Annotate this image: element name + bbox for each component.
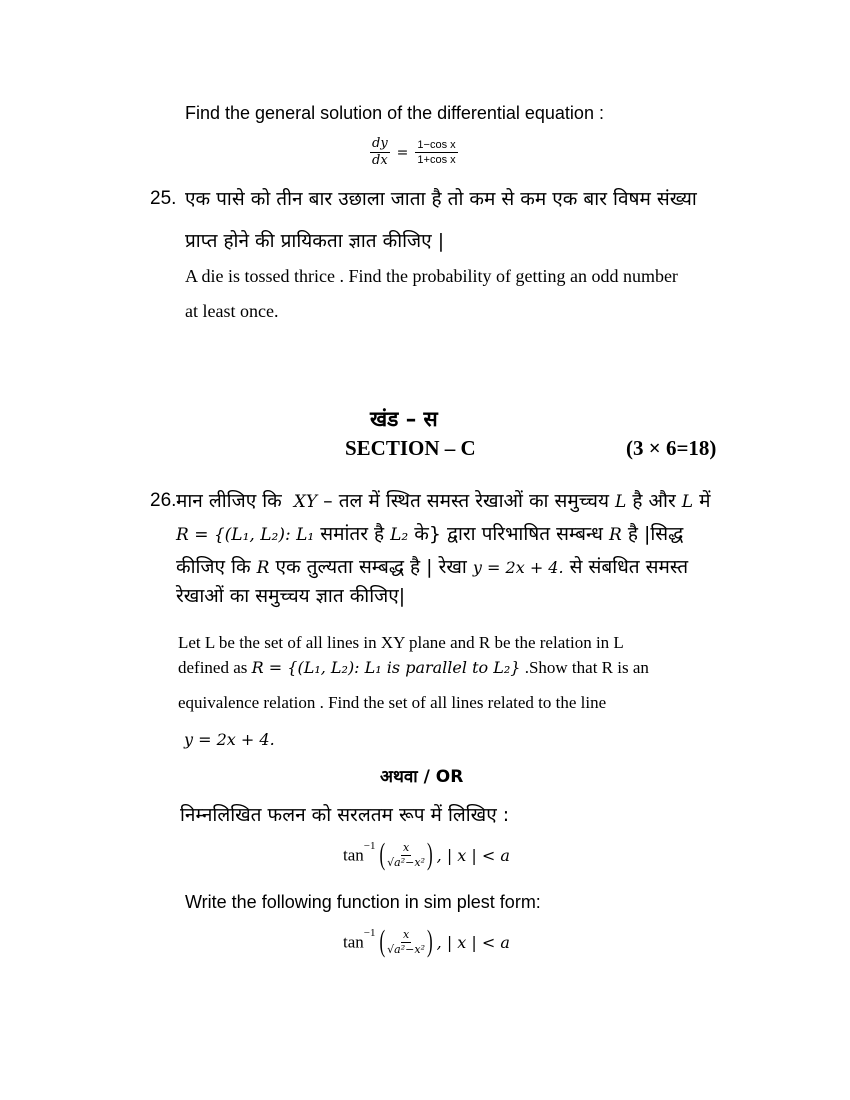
- section-english-title: SECTION – C: [345, 436, 476, 460]
- q25-hindi-line2: प्राप्त होने की प्रायिकता ज्ञात कीजिए |: [185, 230, 445, 252]
- alt-english-line: Write the following function in sim plest form:: [185, 892, 541, 912]
- q25-english-line2: at least once.: [185, 301, 279, 321]
- alt-hindi-line: निम्नलिखित फलन को सरलतम रूप में लिखिए :: [180, 804, 510, 826]
- q24-english-line: Find the general solution of the differential equation :: [185, 103, 604, 123]
- q25-english-line1: A die is tossed thrice . Find the probability of getting an odd number: [185, 266, 678, 286]
- alt-expression-2: $\tan^{-1}$ ( $\frac{x}{\text{√a²−x²}}$ ) , | x | < a: [343, 924, 510, 959]
- q25-hindi-line1: एक पासे को तीन बार उछाला जाता है तो कम से कम एक बार विषम संख्या: [185, 188, 697, 210]
- or-label: अथवा / OR: [380, 767, 464, 787]
- dy-dx-fraction: [370, 137, 390, 169]
- q26-hindi-line3: कीजिए कि R एक तुल्यता सम्बद्ध है | रेखा y = 2x + 4. से संबधित समस्त: [176, 556, 689, 578]
- q26-english-line1: Let L be the set of all lines in XY plane and R be the relation in L: [178, 633, 624, 652]
- tan-label: tan: [343, 845, 364, 865]
- lhs-denominator: dx: [372, 153, 388, 169]
- alt-expression-1: $\tan^{-1}$ ( $\frac{x}{\text{√a²−x²}}$ ) , | x | < a: [343, 837, 510, 872]
- q26-number: 26.: [150, 490, 177, 511]
- lhs-numerator: dy: [370, 137, 390, 153]
- q26-english-line4: y = 2x + 4.: [184, 730, 275, 749]
- x-over-sqrt-fraction: $\frac{x}{\text{√a²−x²}}$: [387, 927, 425, 956]
- rhs-fraction: [415, 139, 457, 166]
- q26-english-line2: defined as R = {(L₁, L₂): L₁ is parallel to L₂} .Show that R is an: [178, 658, 649, 677]
- condition: , | x | < a: [436, 845, 510, 865]
- rhs-denominator: 1+cos x: [417, 154, 456, 167]
- condition: , | x | < a: [436, 932, 510, 952]
- q26-hindi-line4: रेखाओं का समुच्चय ज्ञात कीजिए|: [176, 585, 406, 607]
- x-over-sqrt-fraction: $\frac{x}{\text{√a²−x²}}$: [387, 840, 425, 869]
- section-hindi-title: खंड – स: [370, 407, 438, 431]
- q25-number: 25.: [150, 188, 177, 209]
- rhs-numerator: 1−cos x: [415, 139, 457, 153]
- inverse-power: −1: [363, 840, 376, 852]
- equals-sign: =: [396, 144, 409, 161]
- q26-english-line3: equivalence relation . Find the set of all lines related to the line: [178, 693, 607, 712]
- tan-label: tan: [343, 932, 364, 952]
- q24-equation: [370, 137, 458, 169]
- section-marks: (3 × 6=18): [626, 436, 717, 460]
- inverse-power: −1: [363, 927, 376, 939]
- q26-hindi-line1: मान लीजिए कि XY – तल में स्थित समस्त रेखाओं का समुच्चय L है और L में: [176, 490, 711, 512]
- q26-hindi-line2: R = {(L₁, L₂): L₁ समांतर है L₂ के} द्वारा परिभाषित सम्बन्ध R है |सिद्ध: [176, 523, 684, 545]
